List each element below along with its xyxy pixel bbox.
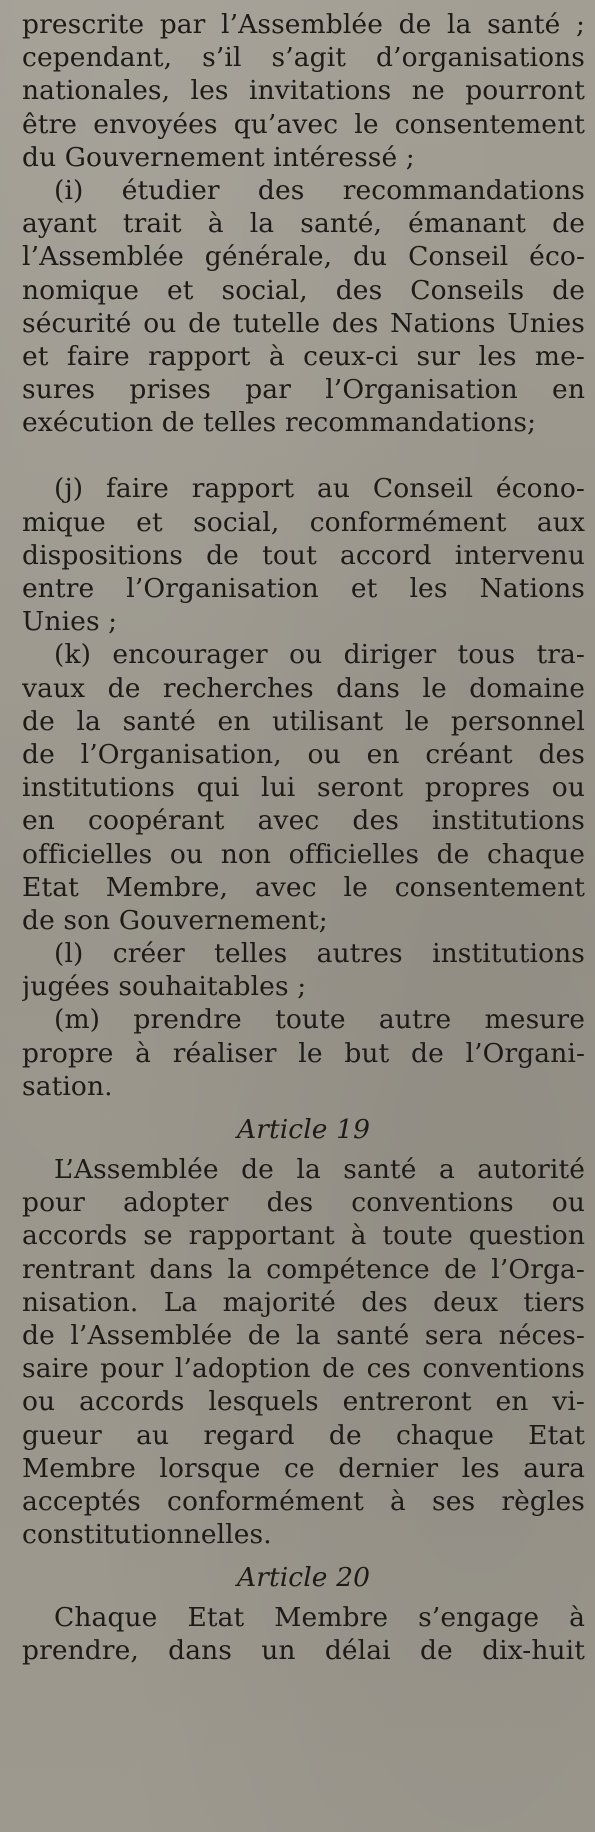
text-line: nomique et social, des Conseils de	[22, 274, 585, 306]
article-18-continuation	[22, 8, 585, 174]
paragraph-gap	[22, 439, 585, 472]
text-line: prescrite par l’Assemblée de la santé ;	[22, 9, 585, 40]
item-j	[22, 472, 585, 638]
text-line: (k) encourager ou diriger tous tra-	[54, 639, 585, 671]
text-line: l’Assemblée générale, du Conseil éco-	[22, 241, 585, 273]
text-line: cependant, s’il s’agit d’organisations	[22, 42, 585, 74]
article-19-body	[22, 1153, 585, 1551]
text-line: constitutionnelles.	[22, 1519, 272, 1551]
item-l	[22, 937, 585, 1003]
text-line: institutions qui lui seront propres ou	[22, 772, 585, 804]
item-i	[22, 174, 585, 440]
item-m	[22, 1003, 585, 1103]
text-line: ou accords lesquels entreront en vi-	[22, 1386, 585, 1418]
item-k	[22, 638, 585, 937]
text-line: de son Gouvernement;	[22, 904, 328, 936]
text-line: sures prises par l’Organisation en	[22, 374, 585, 406]
text-line: de la santé en utilisant le personnel	[22, 705, 585, 737]
text-line: et faire rapport à ceux-ci sur les me-	[22, 340, 585, 372]
text-line: du Gouvernement intéressé ;	[22, 141, 415, 173]
text-line: Unies ;	[22, 606, 118, 638]
text-line: Membre lorsque ce dernier les aura	[22, 1452, 585, 1484]
text-line: sécurité ou de tutelle des Nations Unies	[22, 307, 585, 339]
text-line: (l) créer telles autres institutions	[54, 938, 585, 970]
text-line: Etat Membre, avec le consentement	[22, 871, 585, 903]
text-line: accords se rapportant à toute question	[22, 1220, 585, 1252]
text-line: propre à réaliser le but de l’Organi-	[22, 1037, 585, 1069]
text-line: gueur au regard de chaque Etat	[22, 1419, 585, 1451]
text-line: nationales, les invitations ne pourront	[22, 75, 585, 107]
text-line: L’Assemblée de la santé a autorité	[54, 1154, 585, 1185]
text-line: être envoyées qu’avec le consentement	[22, 108, 585, 140]
text-line: saire pour l’adoption de ces conventions	[22, 1353, 585, 1385]
text-line: en coopérant avec des institutions	[22, 805, 585, 837]
article-20-heading: Article 20	[236, 1562, 371, 1594]
article-19-heading: Article 19	[236, 1114, 371, 1145]
text-line: nisation. La majorité des deux tiers	[22, 1286, 585, 1318]
text-line: mique et social, conformément aux	[22, 506, 585, 538]
text-line: Chaque Etat Membre s’engage à	[54, 1602, 585, 1634]
text-line: rentrant dans la compétence de l’Orga-	[22, 1253, 585, 1285]
text-line: prendre, dans un délai de dix-huit	[22, 1635, 585, 1667]
text-line: sation.	[22, 1070, 113, 1102]
text-line: officielles ou non officielles de chaque	[22, 838, 585, 870]
text-line: (m) prendre toute autre mesure	[54, 1004, 585, 1036]
text-line: pour adopter des conventions ou	[22, 1187, 585, 1219]
article-20-body	[22, 1601, 585, 1667]
text-line: vaux de recherches dans le domaine	[22, 672, 585, 704]
text-line: jugées souhaitables ;	[22, 971, 307, 1003]
text-line: de l’Organisation, ou en créant des	[22, 738, 585, 770]
text-line: de l’Assemblée de la santé sera néces-	[22, 1319, 585, 1351]
text-line: (i) étudier des recommandations	[54, 174, 585, 206]
text-line: (j) faire rapport au Conseil écono-	[54, 473, 585, 505]
text-line: exécution de telles recommandations;	[22, 407, 537, 439]
body-text	[22, 8, 585, 1668]
text-line: acceptés conformément à ses règles	[22, 1485, 585, 1517]
text-line: ayant trait à la santé, émanant de	[22, 208, 585, 240]
text-line: dispositions de tout accord intervenu	[22, 539, 585, 571]
text-line: entre l’Organisation et les Nations	[22, 573, 585, 604]
